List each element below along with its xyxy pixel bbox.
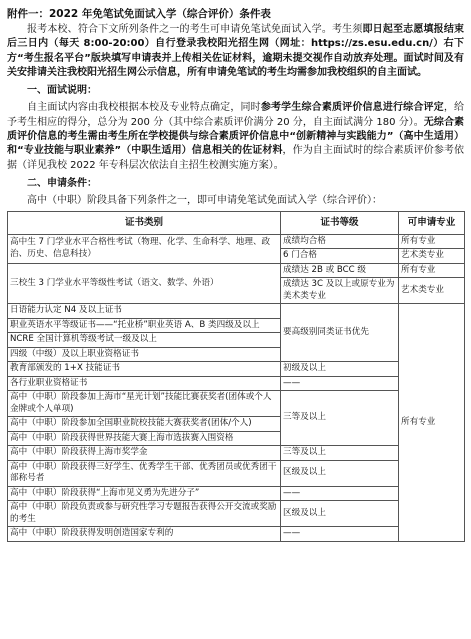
row-majors: 艺术类专业 [399, 278, 465, 304]
document-title: 附件一：2022 年免笔试免面试入学（综合评价）条件表 [7, 8, 271, 20]
row-grade: 要高级别同类证书优先 [281, 304, 399, 362]
row-majors: 所有专业 [399, 263, 465, 278]
row-category: 高中（中职）阶段参加全国职业院校技能大赛获奖者(团体/个人) [8, 417, 281, 432]
row-category: 教育部颁发的 1+X 技能证书 [8, 362, 281, 377]
interview-text-1: 自主面试内容由我校根据本校及专业特点确定，同时 [27, 102, 261, 114]
row-category: 职业英语水平等级证书——“托业桥”职业英语 A、B 类四级及以上 [8, 318, 281, 333]
row-category: 高中（中职）阶段参加上海市“星光计划”技能比赛获奖者(团体或个人金牌或个人单项) [8, 391, 281, 417]
header-certificate-category: 证书类别 [8, 211, 281, 234]
header-certificate-grade: 证书等级 [281, 211, 399, 234]
intro-text: 报考本校、符合下文所列条件之一的考生可申请免笔试免面试入学。考生须 [27, 24, 363, 35]
conditions-table [7, 211, 465, 542]
row-category: 高中（中职）阶段负责或参与研究性学习专题报告获得公开交流或奖励的考生 [8, 501, 281, 527]
table-row [8, 527, 465, 542]
table-row [8, 263, 465, 278]
row-grade: —— [281, 376, 399, 391]
row-majors-all: 所有专业 [399, 304, 465, 542]
row-grade: 区级及以上 [281, 460, 399, 486]
interview-bold-2: 无综合素质评价信息的考生需由考生所在学校提供与综合素质评价信息中“创新精神与实践能力”（高中生适用）和“专业技能与职业素养”（中职生适用）信息相关的佐证材料 [7, 116, 464, 157]
row-category: 高中（中职）阶段获得上海市奖学金 [8, 446, 281, 461]
table-row [8, 446, 465, 461]
row-majors: 所有专业 [399, 234, 465, 249]
row-majors: 艺术类专业 [399, 249, 465, 264]
header-eligible-majors: 可申请专业 [399, 211, 465, 234]
row-grade: 6 门合格 [281, 249, 399, 264]
row-category: 高中（中职）阶段获得“上海市见义勇为先进分子” [8, 486, 281, 501]
row-grade: 成绩均合格 [281, 234, 399, 249]
table-row [8, 376, 465, 391]
intro-paragraph [7, 23, 464, 80]
row-category: 高中（中职）阶段获得世界技能大赛上海市选拔赛入围资格 [8, 431, 281, 446]
row-category: 高中生 7 门学业水平合格性考试（物理、化学、生命科学、地理、政治、历史、信息科技） [8, 234, 281, 263]
row-grade: —— [281, 486, 399, 501]
interview-text-3: ，作为自主面试时的综合素质评价参考依据（详见我校 2022 年专科层次依法自主招生校测实施方案）。 [7, 145, 464, 171]
interview-bold-1: 参考学生综合素质评价信息进行综合评定 [260, 102, 444, 114]
row-grade: 成绩达 2B 或 BCC 级 [281, 263, 399, 278]
section-heading-conditions: 二、申请条件： [27, 177, 97, 189]
row-category: 三校生 3 门学业水平等级性考试（语文、数学、外语） [8, 263, 281, 304]
interview-text-2: ，给予考生相应的得分，总分为 200 分（其中综合素质评价满分 20 分，自主面试满分 180 分）。 [7, 102, 465, 128]
row-category: 四级（中级）及以上职业资格证书 [8, 347, 281, 362]
row-grade: —— [281, 527, 399, 542]
table-row [8, 501, 465, 527]
row-category: 各行业职业资格证书 [8, 376, 281, 391]
table-row [8, 234, 465, 249]
intro-bold-text: 即日起至志愿填报结束后三日内（每天 8:00-20:00）自行登录我校阳光招生网（网址：https://zs.esu.edu.cn/）右下方“考生报名平台”版块填写申请表并上传相关佐证材料，逾期未提交视作自动放弃处理。面试时间及有关安排请关注我校阳光招生网公示信息，所有申请免笔试的考生均需参加我校组织的自主面试。 [7, 24, 465, 78]
row-category: 高中（中职）阶段获得发明创造国家专利的 [8, 527, 281, 542]
row-category: 高中（中职）阶段获得三好学生、优秀学生干部、优秀团员或优秀团干部称号者 [8, 460, 281, 486]
interview-paragraph [7, 101, 464, 172]
table-row [8, 460, 465, 486]
row-grade: 初级及以上 [281, 362, 399, 377]
section-heading-interview: 一、面试说明： [27, 85, 97, 97]
row-grade: 三等及以上 [281, 391, 399, 446]
row-grade: 区级及以上 [281, 501, 399, 527]
row-grade: 三等及以上 [281, 446, 399, 461]
table-header-row [8, 211, 465, 234]
table-row [8, 486, 465, 501]
table-row [8, 304, 465, 319]
conditions-paragraph: 高中（中职）阶段具备下列条件之一，即可申请免笔试免面试入学（综合评价）： [27, 195, 382, 207]
row-category: 日语能力认定 N4 及以上证书 [8, 304, 281, 319]
table-row [8, 391, 465, 417]
row-category: NCRE 全国计算机等级考试一级及以上 [8, 333, 281, 348]
row-grade: 成绩达 3C 及以上或原专业为美术类专业 [281, 278, 399, 304]
table-row [8, 362, 465, 377]
